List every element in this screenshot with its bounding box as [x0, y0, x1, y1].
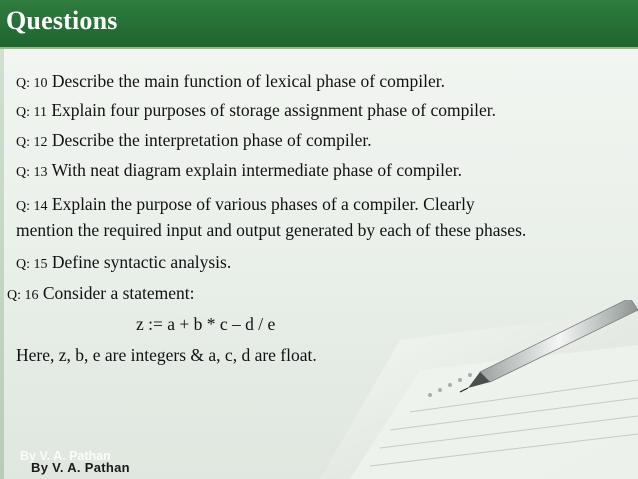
question-text: Explain four purposes of storage assignment phase of compiler. — [51, 100, 497, 120]
question-number: Q: 11 — [16, 105, 47, 120]
question-text: Consider a statement: — [42, 283, 195, 303]
question-text: Define syntactic analysis. — [51, 252, 232, 272]
author-credit: By V. A. Pathan — [31, 460, 130, 475]
question-text: Explain the purpose of various phases of a compiler. Clearly — [51, 194, 475, 214]
question-item — [16, 99, 496, 124]
question-item — [16, 193, 475, 218]
question-number: Q: 16 — [7, 288, 39, 303]
question-text-continued: mention the required input and output generated by each of these phases. — [16, 220, 527, 240]
left-accent-bar — [0, 49, 4, 479]
question-number: Q: 13 — [16, 165, 48, 180]
code-statement: z := a + b * c – d / e — [136, 314, 276, 334]
question-text: With neat diagram explain intermediate phase of compiler. — [51, 160, 462, 180]
question-item — [16, 129, 372, 154]
question-item — [16, 159, 462, 184]
notebook-pen-illustration — [280, 300, 638, 479]
question-text: Describe the interpretation phase of compiler. — [51, 130, 372, 150]
author-ghost-text: By V. A. Pathan — [20, 449, 111, 463]
question-number: Q: 12 — [16, 135, 48, 150]
slide-title: Questions — [6, 6, 118, 35]
question-continuation — [16, 219, 526, 242]
question-item — [16, 251, 231, 276]
statement-note: Here, z, b, e are integers & a, c, d are float. — [16, 345, 317, 365]
question-item — [7, 282, 195, 307]
question-number: Q: 10 — [16, 76, 48, 91]
question-number: Q: 15 — [16, 257, 48, 272]
question-number: Q: 14 — [16, 199, 48, 214]
question-item — [16, 70, 445, 95]
question-text: Describe the main function of lexical phase of compiler. — [51, 71, 446, 91]
title-bar — [0, 0, 638, 49]
